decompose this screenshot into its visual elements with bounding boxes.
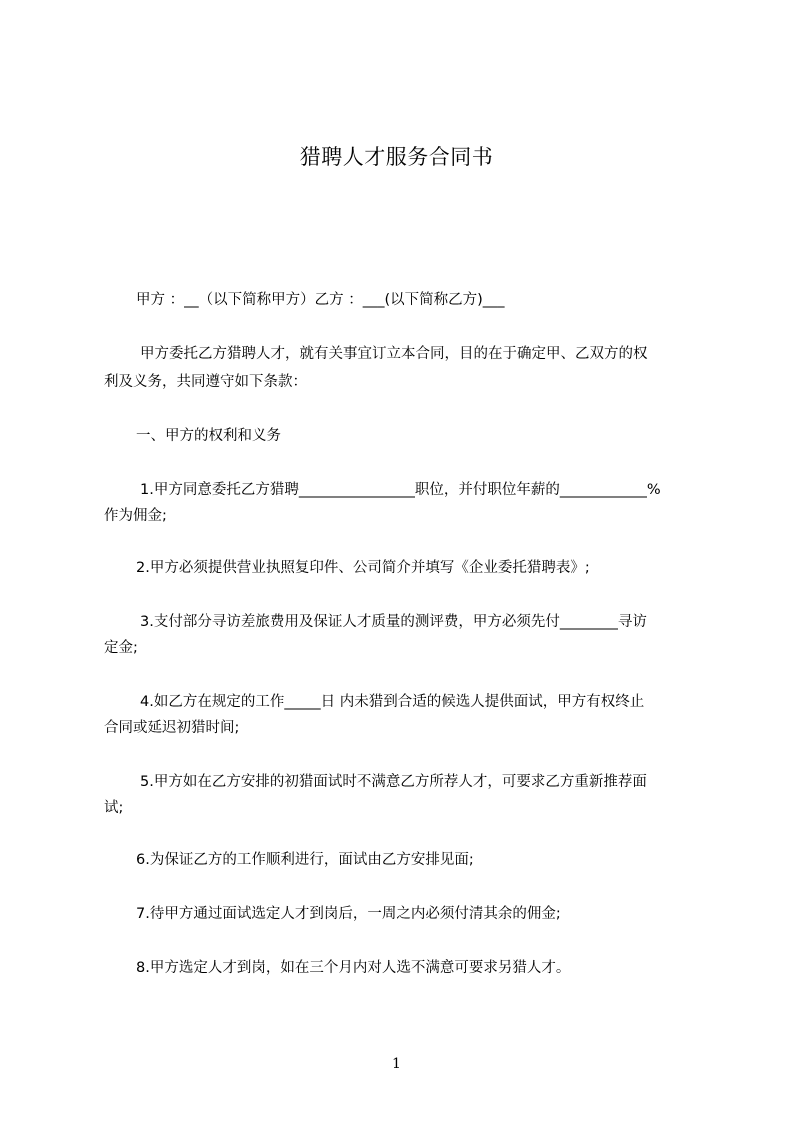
page-number: 1	[392, 1056, 401, 1072]
clause-7: 7.待甲方通过面试选定人才到岗后，一周之内必须付清其余的佣金;	[136, 906, 561, 922]
clause-5-line-1: 5.甲方如在乙方安排的初猎面试时不满意乙方所荐人才，可要求乙方重新推荐面	[140, 774, 647, 790]
document-title: 猎聘人才服务合同书	[299, 145, 494, 169]
clause-8: 8.甲方选定人才到岗，如在三个月内对人选不满意可要求另猎人才。	[136, 960, 571, 976]
clause-3-line-2: 定金;	[104, 640, 138, 656]
clause-1-line-2: 作为佣金;	[104, 508, 167, 524]
clause-2: 2.甲方必须提供营业执照复印件、公司简介并填写《企业委托猎聘表》;	[136, 560, 590, 576]
clause-5-line-2: 试;	[104, 800, 124, 816]
clause-4-line-2: 合同或延迟初猎时间;	[104, 720, 240, 736]
clause-3-line-1: 3.支付部分寻访差旅费用及保证人才质量的测评费，甲方必须先付________寻访	[140, 614, 647, 630]
section-heading: 一、甲方的权利和义务	[136, 428, 281, 444]
clause-6: 6.为保证乙方的工作顺利进行，面试由乙方安排见面;	[136, 852, 474, 868]
party-line: 甲方 ：__（以下简称甲方）乙方 ：___(以下简称乙方)___	[136, 292, 505, 308]
clause-4-line-1: 4.如乙方在规定的工作_____日 内未猎到合适的候选人提供面试，甲方有权终止	[140, 694, 645, 710]
intro-line-1: 甲方委托乙方猎聘人才，就有关事宜订立本合同，目的在于确定甲、乙双方的权	[140, 346, 648, 362]
intro-line-2: 利及义务，共同遵守如下条款：	[104, 374, 307, 390]
clause-1-line-1: 1.甲方同意委托乙方猎聘________________职位，并付职位年薪的____________%	[140, 482, 661, 498]
